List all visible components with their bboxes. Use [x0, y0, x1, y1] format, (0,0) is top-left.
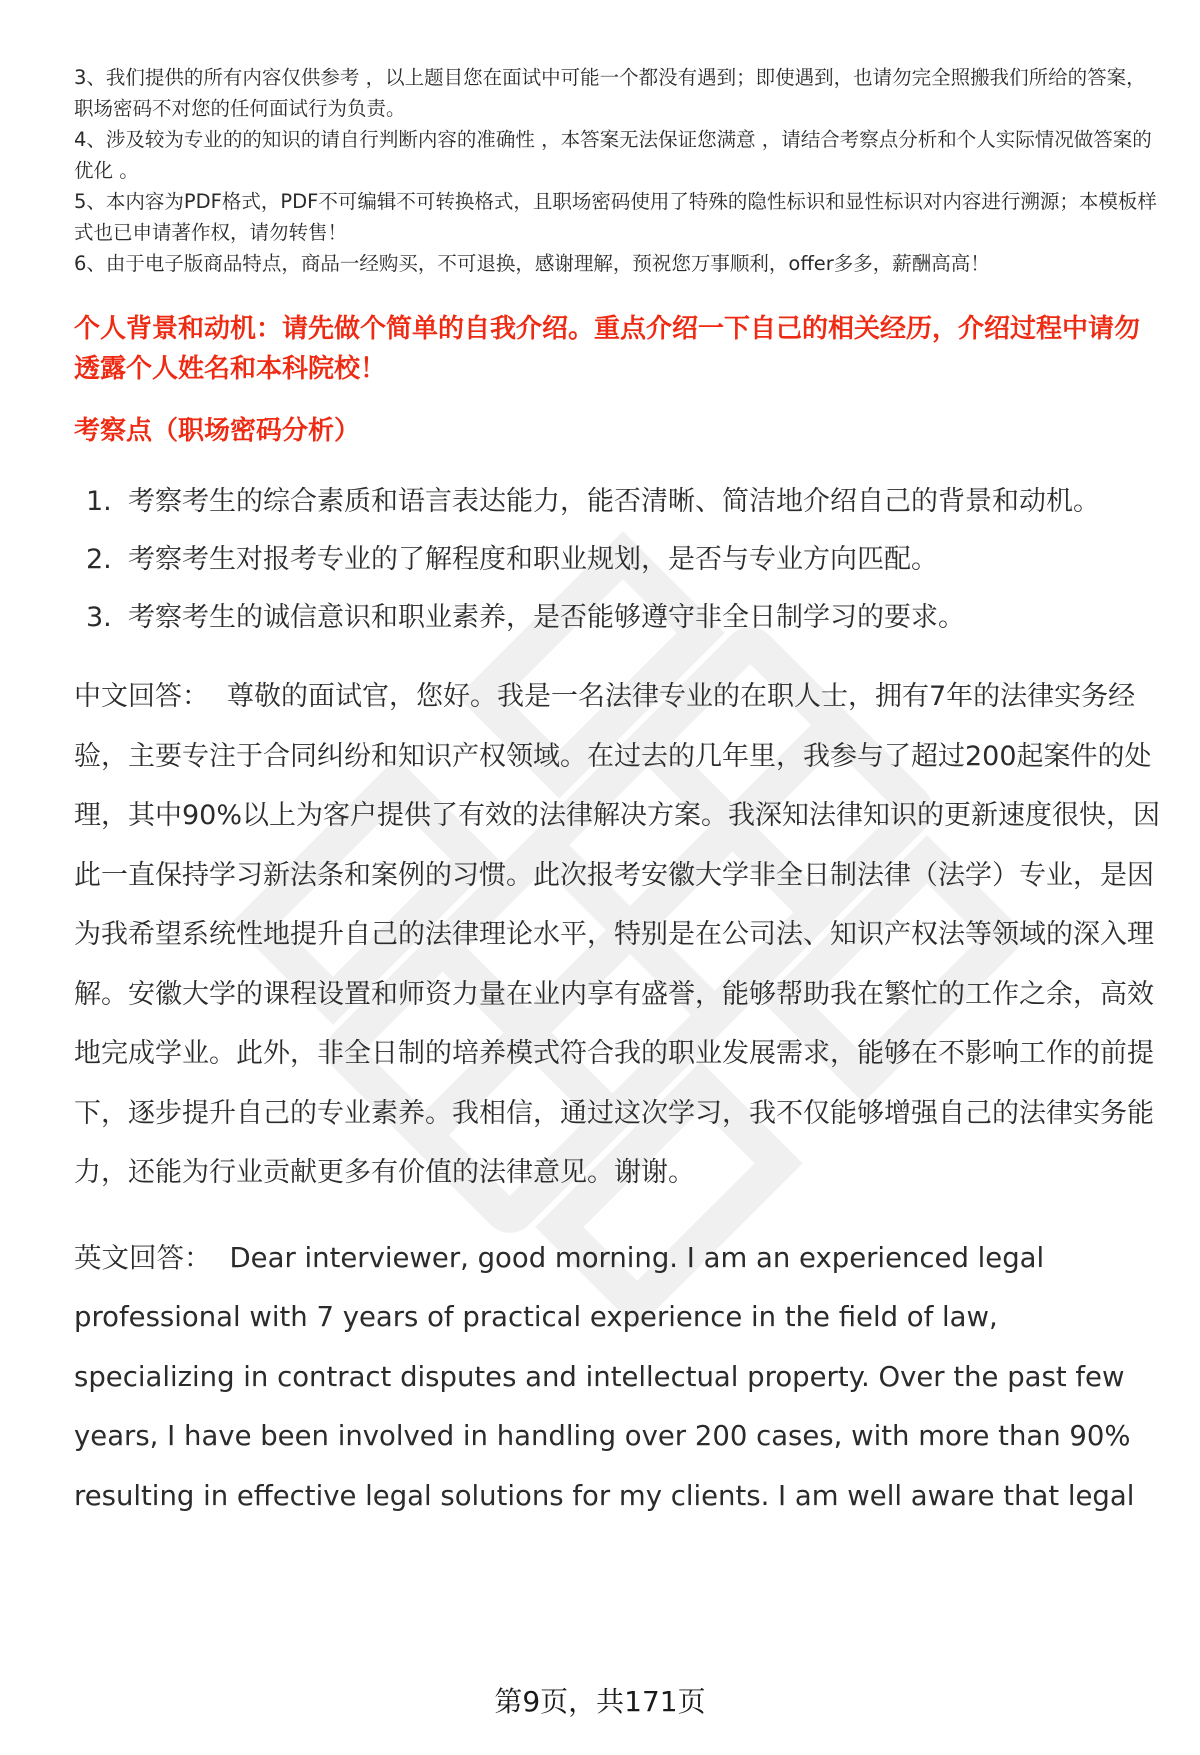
notice-list — [74, 62, 1164, 279]
notice-item: 3、我们提供的所有内容仅供参考 ，以上题目您在面试中可能一个都没有遇到；即使遇到，也请勿完全照搬我们所给的答案，职场密码不对您的任何面试行为负责。 — [74, 66, 1146, 120]
analysis-point — [74, 531, 1164, 589]
analysis-points — [74, 473, 1164, 647]
point-text: 考察考生的综合素质和语言表达能力，能否清晰、简洁地介绍自己的背景和动机。 — [128, 486, 1100, 517]
point-text: 考察考生对报考专业的了解程度和职业规划，是否与专业方向匹配。 — [128, 544, 938, 575]
chinese-answer-label: 中文回答： — [74, 681, 209, 712]
page-content — [74, 62, 1164, 1526]
point-number: 2. — [86, 544, 112, 575]
analysis-point — [74, 473, 1164, 531]
english-answer-text: Dear interviewer, good morning. I am an experienced legal professional with 7 years of practical experience in the field of law, specializing in contract disputes and intellectual property. Over the past few years, I have been involved in handling over 200 cases, with more than 90% resulting in effective legal solutions for my clients. I am well aware that legal — [74, 1241, 1135, 1512]
analysis-point — [74, 589, 1164, 647]
chinese-answer-text: 尊敬的面试官，您好。我是一名法律专业的在职人士，拥有7年的法律实务经验，主要专注于合同纠纷和知识产权领域。在过去的几年里，我参与了超过200起案件的处理，其中90%以上为客户提供了有效的法律解决方案。我深知法律知识的更新速度很快，因此一直保持学习新法条和案例的习惯。此次报考安徽大学非全日制法律（法学）专业，是因为我希望系统性地提升自己的法律理论水平，特别是在公司法、知识产权法等领域的深入理解。安徽大学的课程设置和师资力量在业内享有盛誉，能够帮助我在繁忙的工作之余，高效地完成学业。此外，非全日制的培养模式符合我的职业发展需求，能够在不影响工作的前提下，逐步提升自己的专业素养。我相信，通过这次学习，我不仅能够增强自己的法律实务能力，还能为行业贡献更多有价值的法律意见。谢谢。 — [74, 681, 1161, 1188]
interview-question: 个人背景和动机：请先做个简单的自我介绍。重点介绍一下自己的相关经历，介绍过程中请勿透露个人姓名和本科院校！ — [74, 314, 1141, 384]
chinese-answer — [74, 667, 1164, 1203]
point-text: 考察考生的诚信意识和职业素养，是否能够遵守非全日制学习的要求。 — [128, 602, 965, 633]
notice-item: 5、本内容为PDF格式，PDF不可编辑不可转换格式，且职场密码使用了特殊的隐性标识和显性标识对内容进行溯源；本模板样式也已申请著作权，请勿转售！ — [74, 190, 1157, 244]
english-answer — [74, 1229, 1164, 1527]
point-number: 3. — [86, 602, 112, 633]
point-number: 1. — [86, 486, 112, 517]
notice-item: 4、涉及较为专业的的知识的请自行判断内容的准确性 ，本答案无法保证您满意 ，请结合考察点分析和个人实际情况做答案的优化 。 — [74, 128, 1152, 182]
notice-item: 6、由于电子版商品特点，商品一经购买，不可退换，感谢理解，预祝您万事顺利，offer多多，薪酬高高！ — [74, 252, 990, 275]
english-answer-label: 英文回答： — [74, 1241, 212, 1274]
analysis-title: 考察点（职场密码分析） — [74, 416, 361, 446]
page-number: 第9页，共171页 — [494, 1685, 706, 1718]
